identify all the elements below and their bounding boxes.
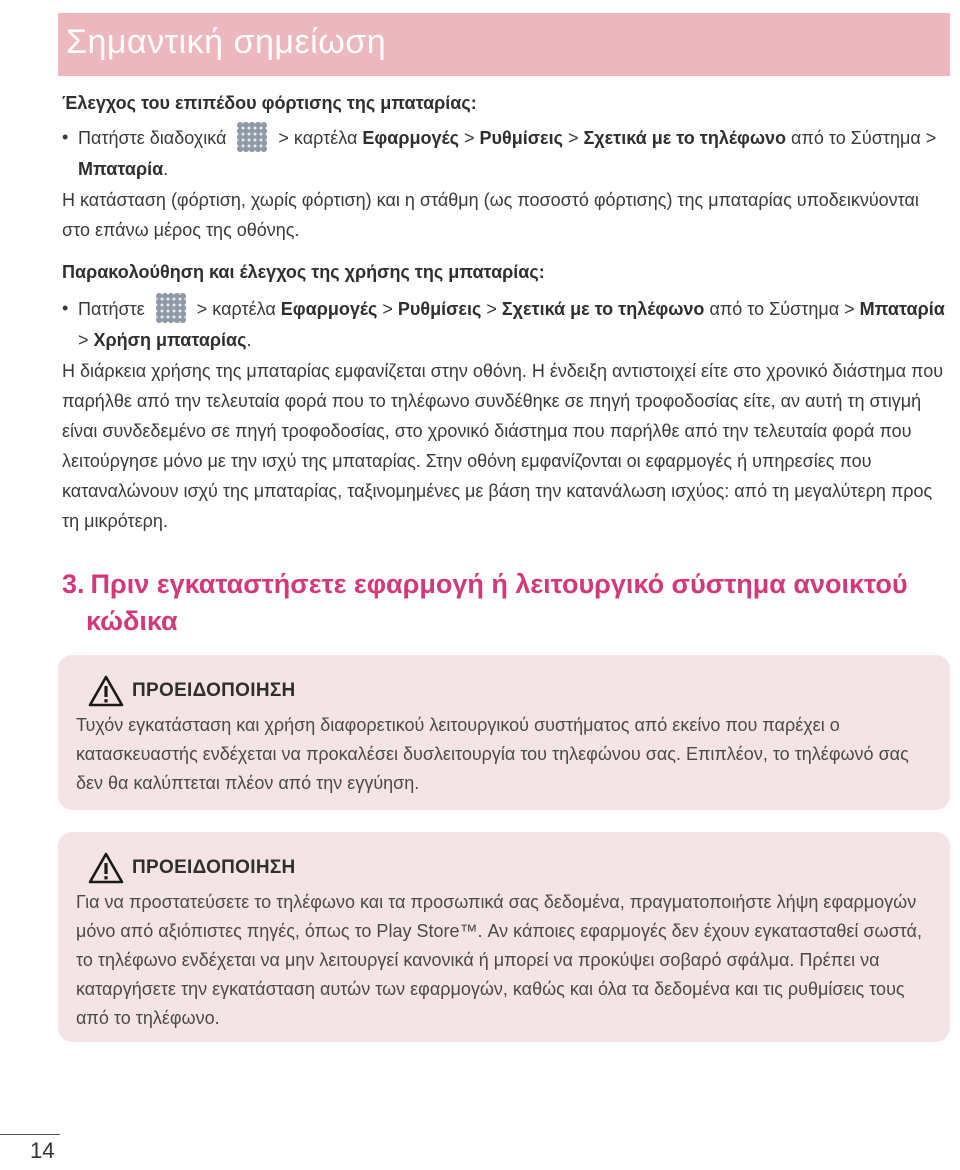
battery-level-description: Η κατάσταση (φόρτιση, χωρίς φόρτιση) και η στάθμη (ως ποσοστό φόρτισης) της μπαταρίας υποδεικνύονται στο επάνω μέρος της οθόνης.	[62, 190, 919, 240]
settings-label: Ρυθμίσεις	[397, 299, 482, 319]
separator: >	[377, 299, 398, 319]
separator: >	[78, 330, 94, 350]
apps-tab-label: Εφαρμογές	[362, 128, 459, 148]
separator: >	[458, 128, 480, 148]
battery-level-heading: Έλεγχος του επιπέδου φόρτισης της μπαταρίας:	[62, 93, 477, 113]
page-title: Σημαντική σημείωση	[66, 23, 387, 61]
warning-label: ΠΡΟΕΙΔΟΠΟΙΗΣΗ	[132, 857, 296, 878]
bullet-text: Πατήστε	[78, 299, 145, 319]
separator: >	[562, 128, 584, 148]
warning-triangle-icon	[88, 852, 124, 884]
page-number-rule	[0, 1134, 60, 1135]
main-content	[62, 90, 950, 536]
warning-text: Τυχόν εγκατάσταση και χρήση διαφορετικού λειτουργικού συστήματος από εκείνο που παρέχει ο κατασκευαστής ενδέχεται να προκαλέσει δυσλειτουργία του τηλεφώνου σας. Επιπλέον, το τηλέφωνό σας δεν θα καλύπτεται πλέον από την εγγύηση.	[76, 715, 909, 793]
battery-usage-label: Χρήση μπαταρίας	[93, 330, 247, 350]
battery-label: Μπαταρία	[78, 159, 164, 179]
bullet-text: .	[246, 330, 252, 350]
apps-grid-icon	[156, 293, 186, 323]
section-number: 3.	[62, 569, 85, 599]
section-title-line2: κώδικα	[86, 606, 178, 636]
battery-level-bullet	[62, 122, 950, 185]
page-number: 14	[30, 1138, 55, 1163]
separator: >	[481, 299, 502, 319]
warning-text: Για να προστατεύσετε το τηλέφωνο και τα προσωπικά σας δεδομένα, πραγματοποιήστε λήψη εφαρμογών μόνο από αξιόπιστες πηγές, όπως το Play Store™. Αν κάποιες εφαρμογές δεν έχουν εγκατασταθεί σωστά, το τηλέφωνο ενδέχεται να μην λειτουργεί κανονικά ή μπορεί να προκύψει σοβαρό σφάλμα. Πρέπει να καταργήσετε την εγκατάσταση αυτών των εφαρμογών, καθώς και όλα τα δεδομένα και τις ρυθμίσεις τους από το τηλέφωνο.	[76, 892, 922, 1028]
warning-header	[76, 675, 932, 707]
battery-usage-heading: Παρακολούθηση και έλεγχος της χρήσης της μπαταρίας:	[62, 262, 545, 282]
warning-header	[76, 852, 932, 884]
warning-triangle-icon	[88, 675, 124, 707]
section-3-title	[62, 566, 942, 640]
settings-label: Ρυθμίσεις	[479, 128, 563, 148]
bullet-text: > καρτέλα	[273, 128, 363, 148]
bullet-text: από το Σύστημα >	[786, 128, 937, 148]
bullet-text: .	[163, 159, 169, 179]
warning-box	[58, 655, 950, 810]
bullet-text: από το Σύστημα >	[704, 299, 860, 319]
bullet-text: Πατήστε διαδοχικά	[78, 128, 227, 148]
about-phone-label: Σχετικά με το τηλέφωνο	[583, 128, 787, 148]
apps-grid-icon	[237, 122, 267, 152]
warning-label: ΠΡΟΕΙΔΟΠΟΙΗΣΗ	[132, 680, 296, 701]
warning-box	[58, 832, 950, 1042]
battery-usage-description: Η διάρκεια χρήσης της μπαταρίας εμφανίζεται στην οθόνη. Η ένδειξη αντιστοιχεί είτε στο χρονικό διάστημα που παρήλθε από την τελευταία φορά που το τηλέφωνο συνδέθηκε σε πηγή τροφοδοσίας είτε, αν αυτή τη στιγμή είναι συνδεδεμένο σε πηγή τροφοδοσίας, στο χρονικό διάστημα που παρήλθε από την τελευταία φορά που λειτούργησε μόνο με την ισχύ της μπαταρίας. Στην οθόνη εμφανίζονται οι εφαρμογές ή υπηρεσίες που καταναλώνουν ισχύ της μπαταρίας, ταξινομημένες με βάση την κατανάλωση ισχύος: από τη μεγαλύτερη προς τη μικρότερη.	[62, 361, 944, 531]
battery-usage-bullet	[62, 293, 950, 356]
header-bar	[58, 13, 950, 76]
battery-label: Μπαταρία	[859, 299, 945, 319]
apps-tab-label: Εφαρμογές	[280, 299, 378, 319]
about-phone-label: Σχετικά με το τηλέφωνο	[501, 299, 705, 319]
bullet-text: > καρτέλα	[191, 299, 281, 319]
section-title-line1: Πριν εγκαταστήσετε εφαρμογή ή λειτουργικό σύστημα ανοικτού	[90, 569, 908, 599]
